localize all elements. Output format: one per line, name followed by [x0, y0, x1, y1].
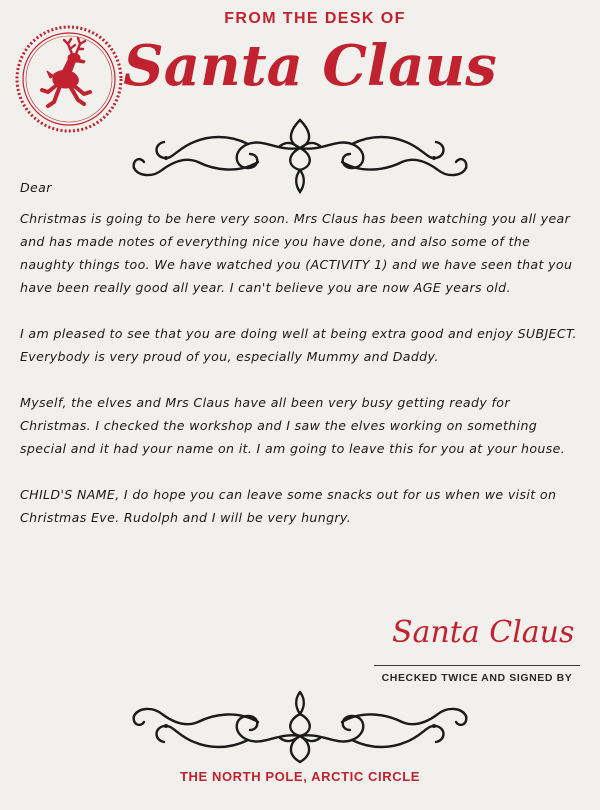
flourish-ornament-bottom — [118, 688, 482, 768]
letter-salutation: Dear — [20, 180, 52, 195]
letter-paragraph: Christmas is going to be here very soon. Mrs Claus has been watching you all year and has made notes of everything nice you have done, and also some of the naughty things too. We have watched you (ACTIVITY 1) and we have seen that you have been really good all year. I can't believe you are now AGE years old. — [20, 211, 573, 295]
header-title: Santa Claus — [123, 33, 497, 99]
header-subtitle: FROM THE DESK OF — [224, 10, 406, 27]
footer-location: THE NORTH POLE, ARCTIC CIRCLE — [179, 769, 421, 784]
signature-line — [374, 665, 580, 666]
santa-signature: Santa Claus — [392, 615, 575, 650]
letter-paragraph: CHILD'S NAME, I do hope you can leave some snacks out for us when we visit on Christmas Eve. Rudolph and I will be very hungry. — [20, 487, 557, 525]
letter-paragraph: Myself, the elves and Mrs Claus have all been very busy getting ready for Christmas. I checked the workshop and I saw the elves working on something special and it had your name on it. I am going to leave this for you at your house. — [20, 395, 566, 456]
letter-body — [20, 176, 582, 552]
letter-paragraph: I am pleased to see that you are doing well at being extra good and enjoy SUBJECT. Everybody is very proud of you, especially Mummy and Daddy. — [20, 326, 577, 364]
reindeer-icon — [42, 38, 90, 106]
reindeer-stamp — [14, 24, 124, 134]
signature-caption: CHECKED TWICE AND SIGNED BY — [381, 672, 573, 684]
